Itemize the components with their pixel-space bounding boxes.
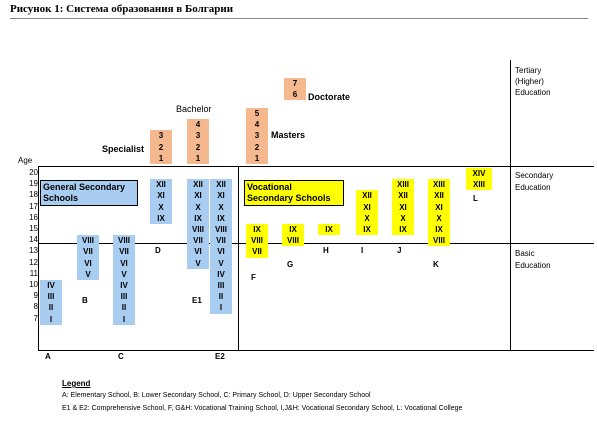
grade-cell-spec-2: 2 xyxy=(150,142,172,153)
age-tick-14: 14 xyxy=(29,235,38,245)
grade-cell-L-XIV: XIV xyxy=(466,168,492,179)
grade-cell-K-XI: XI xyxy=(428,202,450,213)
grade-cell-G-IX: IX xyxy=(282,224,304,235)
general-secondary-schools-label: General Secondary Schools xyxy=(40,180,138,206)
grade-cell-E2-V: V xyxy=(210,258,232,269)
grade-cell-A-IV: IV xyxy=(40,280,62,291)
vocational-secondary-schools-label: Vocational Secondary Schools xyxy=(244,180,344,206)
axis-line xyxy=(38,166,39,350)
general-vocational-divider xyxy=(238,166,239,350)
grade-cell-spec-3: 3 xyxy=(150,130,172,141)
column-label-F: F xyxy=(251,273,256,282)
grade-cell-J-X: X xyxy=(392,213,414,224)
grade-cell-doct-6: 6 xyxy=(284,89,306,100)
column-label-C: C xyxy=(118,352,124,361)
grade-cell-D-XII: XII xyxy=(150,179,172,190)
bottom-rule xyxy=(38,350,594,351)
legend-line-2: E1 & E2: Comprehensive School, F, G&H: Vocational Training School, I,J&H: Vocational Secondary School, L: Vocational College xyxy=(62,405,463,412)
age-tick-9: 9 xyxy=(33,291,38,301)
age-tick-12: 12 xyxy=(29,257,38,267)
grade-cell-K-VIII: VIII xyxy=(428,235,450,246)
age-tick-15: 15 xyxy=(29,224,38,233)
column-label-L: L xyxy=(473,194,478,203)
grade-cell-K-XII: XII xyxy=(428,190,450,201)
age-tick-18: 18 xyxy=(29,190,38,200)
grade-cell-K-IX: IX xyxy=(428,224,450,235)
age-tick-17: 17 xyxy=(29,201,38,211)
grade-cell-mast-5: 5 xyxy=(246,108,268,119)
column-label-E1: E1 xyxy=(192,296,202,305)
age-tick-16: 16 xyxy=(29,212,38,222)
masters-label: Masters xyxy=(271,130,306,140)
grade-cell-E2-IX: IX xyxy=(210,213,232,224)
age-tick-8: 8 xyxy=(33,302,38,312)
grade-cell-C-IV: IV xyxy=(113,280,135,291)
grade-cell-B-VIII: VIII xyxy=(77,235,99,246)
column-label-K: K xyxy=(433,260,439,269)
grade-cell-D-XI: XI xyxy=(150,190,172,201)
grade-cell-C-VII: VII xyxy=(113,246,135,257)
grade-cell-E1-XI: XI xyxy=(187,190,209,201)
grade-cell-J-XIII: XIII xyxy=(392,179,414,190)
grade-cell-L-XIII: XIII xyxy=(466,179,492,190)
grade-cell-F-IX: IX xyxy=(246,224,268,235)
grade-cell-E1-VIII: VIII xyxy=(187,224,209,235)
grade-cell-E2-XII: XII xyxy=(210,179,232,190)
grade-cell-bach-4: 4 xyxy=(187,119,209,130)
column-label-H: H xyxy=(323,246,329,255)
grade-cell-I-XII: XII xyxy=(356,190,378,201)
grade-cell-E1-X: X xyxy=(187,202,209,213)
column-label-G: G xyxy=(287,260,294,269)
title-underline xyxy=(10,18,588,19)
grade-cell-K-X: X xyxy=(428,213,450,224)
secondary-education-label: Secondary Education xyxy=(515,171,554,192)
column-label-E2: E2 xyxy=(215,352,225,361)
grade-cell-E1-V: V xyxy=(187,258,209,269)
grade-cell-I-X: X xyxy=(356,213,378,224)
grade-cell-F-VII: VII xyxy=(246,246,268,257)
grade-cell-doct-7: 7 xyxy=(284,78,306,89)
grade-cell-A-I: I xyxy=(40,314,62,325)
grade-cell-bach-3: 3 xyxy=(187,130,209,141)
age-tick-20: 20 xyxy=(29,168,38,177)
grade-cell-B-V: V xyxy=(77,269,99,280)
age-tick-10: 10 xyxy=(29,280,38,289)
grade-cell-B-VII: VII xyxy=(77,246,99,257)
grade-cell-E2-XI: XI xyxy=(210,190,232,201)
legend-line-1: A: Elementary School, B: Lower Secondary School, C: Primary School, D: Upper Secondary School xyxy=(62,392,371,399)
grade-cell-K-XIII: XIII xyxy=(428,179,450,190)
grade-cell-E2-VII: VII xyxy=(210,235,232,246)
specialist-label: Specialist xyxy=(102,144,145,154)
grade-cell-A-III: III xyxy=(40,291,62,302)
age-axis-label: Age xyxy=(18,156,33,165)
doctorate-label: Doctorate xyxy=(308,92,351,102)
age-tick-7: 7 xyxy=(33,313,38,323)
grade-cell-C-VI: VI xyxy=(113,258,135,269)
figure-title: Рисунок 1: Система образования в Болгарии xyxy=(10,3,234,15)
grade-cell-C-VIII: VIII xyxy=(113,235,135,246)
grade-cell-bach-2: 2 xyxy=(187,142,209,153)
grade-cell-E2-IV: IV xyxy=(210,269,232,280)
grade-cell-E1-VII: VII xyxy=(187,235,209,246)
grade-cell-J-XII: XII xyxy=(392,190,414,201)
grade-cell-F-VIII: VIII xyxy=(246,235,268,246)
grade-cell-mast-3: 3 xyxy=(246,130,268,141)
grade-cell-E1-XII: XII xyxy=(187,179,209,190)
grade-cell-D-IX: IX xyxy=(150,213,172,224)
legend-title: Legend xyxy=(62,379,91,388)
grade-cell-C-V: V xyxy=(113,269,135,280)
tertiary-education-label: Tertiary (Higher) Education xyxy=(515,66,551,97)
grade-cell-E2-VI: VI xyxy=(210,246,232,257)
grade-cell-mast-2: 2 xyxy=(246,142,268,153)
grade-cell-bach-1: 1 xyxy=(187,153,209,164)
grade-cell-C-II: II xyxy=(113,302,135,313)
grade-cell-E2-III: III xyxy=(210,280,232,291)
grade-cell-J-IX: IX xyxy=(392,224,414,235)
grade-cell-E2-X: X xyxy=(210,202,232,213)
age-tick-11: 11 xyxy=(29,268,38,278)
grade-cell-mast-1: 1 xyxy=(246,153,268,164)
grade-cell-E2-VIII: VIII xyxy=(210,224,232,235)
grade-cell-E1-VI: VI xyxy=(187,246,209,257)
grade-cell-C-I: I xyxy=(113,314,135,325)
level-column-divider xyxy=(510,60,511,350)
grade-cell-J-XI: XI xyxy=(392,202,414,213)
column-label-I: I xyxy=(361,246,364,255)
age-tick-13: 13 xyxy=(29,246,38,256)
grade-cell-E2-I: I xyxy=(210,302,232,313)
column-label-D: D xyxy=(155,246,161,255)
basic-education-label: Basic Education xyxy=(515,249,551,270)
grade-cell-G-VIII: VIII xyxy=(282,235,304,246)
grade-cell-H-IX: IX xyxy=(318,224,340,235)
grade-cell-A-II: II xyxy=(40,302,62,313)
grade-cell-I-IX: IX xyxy=(356,224,378,235)
column-label-J: J xyxy=(397,246,402,255)
grade-cell-C-III: III xyxy=(113,291,135,302)
grade-cell-I-XI: XI xyxy=(356,202,378,213)
grade-cell-D-X: X xyxy=(150,202,172,213)
column-label-B: B xyxy=(82,296,88,305)
grade-cell-mast-4: 4 xyxy=(246,119,268,130)
age-tick-19: 19 xyxy=(29,179,38,189)
column-label-A: A xyxy=(45,352,51,361)
bachelor-label: Bachelor xyxy=(176,104,212,114)
grade-cell-E1-IX: IX xyxy=(187,213,209,224)
grade-cell-B-VI: VI xyxy=(77,258,99,269)
grade-cell-spec-1: 1 xyxy=(150,153,172,164)
grade-cell-E2-II: II xyxy=(210,291,232,302)
